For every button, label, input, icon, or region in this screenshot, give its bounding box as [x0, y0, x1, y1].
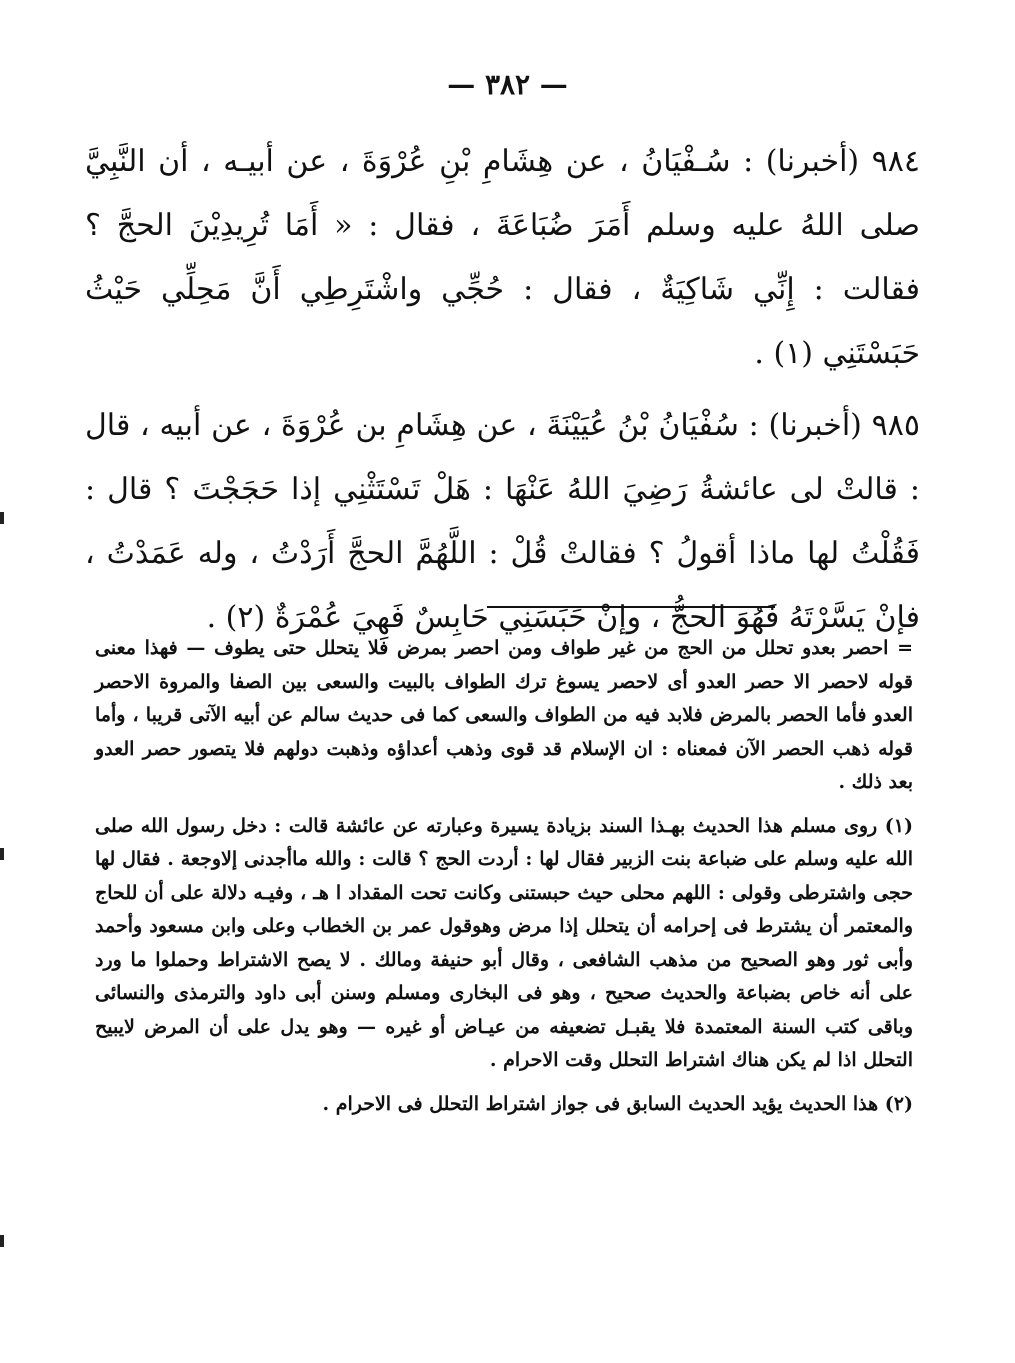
scan-edge-mark: [0, 848, 4, 860]
footnote-continuation: = احصر بعدو تحلل من الحج من غير طواف ومن احصر بمرض فلا يتحلل حتى يطوف — فهذا معنى قوله لاحصر الا حصر العدو أى لاحصر يسوغ ترك الطواف بالبيت والسعى بين الصفا والمروة الاحصر العدو فأما الحصر بالمرض فلابد فيه من الطواف والسعى كما فى حديث سالم عن أبيه الآتى قريبا ، وأما قوله ذهب الحصر الآن فمعناه : ان الإسلام قد قوى وذهب أعداؤه وذهبت دولهم فلا يتصور حصر العدو بعد ذلك .: [95, 637, 913, 793]
hadith-984: ٩٨٤ (أخبرنا) : سُـفْيَانُ ، عن هِشَامِ بْنِ عُرْوَةَ ، عن أبيـه ، أن النَّبِيَّ صلى اللهُ عليه وسلم أَمَرَ ضُبَاعَةَ ، فقال : « أَمَا تُرِيدِيْنَ الحجَّ ؟ فقالت : إِنِّي شَاكِيَةٌ ، فقال : حُجِّي واشْتَرِطِي أَنَّ مَحِلِّي حَيْثُ حَبَسْتَنِي (١) .: [85, 144, 920, 371]
hadith-985: ٩٨٥ (أخبرنا) : سُفْيَانُ بْنُ عُيَيْنَةَ ، عن هِشَامِ بن عُرْوَةَ ، عن أبيه ، قال : قالتْ لى عائشةُ رَضِيَ اللهُ عَنْهَا : هَلْ تَسْتَثْنِي إذا حَجَجْتَ ؟ قال : فَقُلْتُ لها ماذا أقولُ ؟ فقالتْ قُلْ : اللَّهُمَّ الحجَّ أَرَدْتُ ، وله عَمَدْتُ ، فإنْ يَسَّرْتَهُ فَهُوَ الحجُّ ، وإنْ حَبَسَنِي حَابِسٌ فَهِيَ عُمْرَةٌ (٢) .: [85, 408, 920, 635]
scan-edge-mark: [0, 512, 4, 524]
page-number: — ٣٨٢ —: [447, 68, 568, 101]
hadith-section: [85, 130, 920, 658]
footnote-1: (١) روى مسلم هذا الحديث بهـذا السند بزيادة يسيرة وعبارته عن عائشة قالت : دخل رسول الله صلى الله عليه وسلم على ضباعة بنت الزبير فقال لها : أردت الحج ؟ قالت : والله ماأجدنى إلاوجعة . فقال لها حجى واشترطى وقولى : اللهم محلى حيث حبستنى وكانت تحت المقداد ا هـ ، وفيـه دلالة على أن للحاج والمعتمر أن يشترط فى إحرامه أن يتحلل إذا مرض وهوقول عمر بن الخطاب وعلى وابن مسعود وأحمد وأبى ثور وهو الصحيح من مذهب الشافعى ، وقال أبو حنيفة ومالك . لا يصح الاشتراط وحملوا ما ورد على أنه خاص بضباعة والحديث صحيح ، وهو فى البخارى ومسلم وسنن أبى داود والترمذى والنسائى وباقى كتب السنة المعتمدة فلا يقبـل تضعيفه من عيـاض أو غيره — وهو يدل على أن المرض لايبيح التحلل اذا لم يكن هناك اشتراط التحلل وقت الاحرام .: [95, 814, 913, 1071]
footnotes-section: [95, 632, 913, 1131]
footnote-2: (٢) هذا الحديث يؤيد الحديث السابق فى جواز اشتراط التحلل فى الاحرام .: [322, 1092, 913, 1115]
scan-edge-mark: [0, 1235, 4, 1247]
footnote-divider: [487, 606, 775, 608]
